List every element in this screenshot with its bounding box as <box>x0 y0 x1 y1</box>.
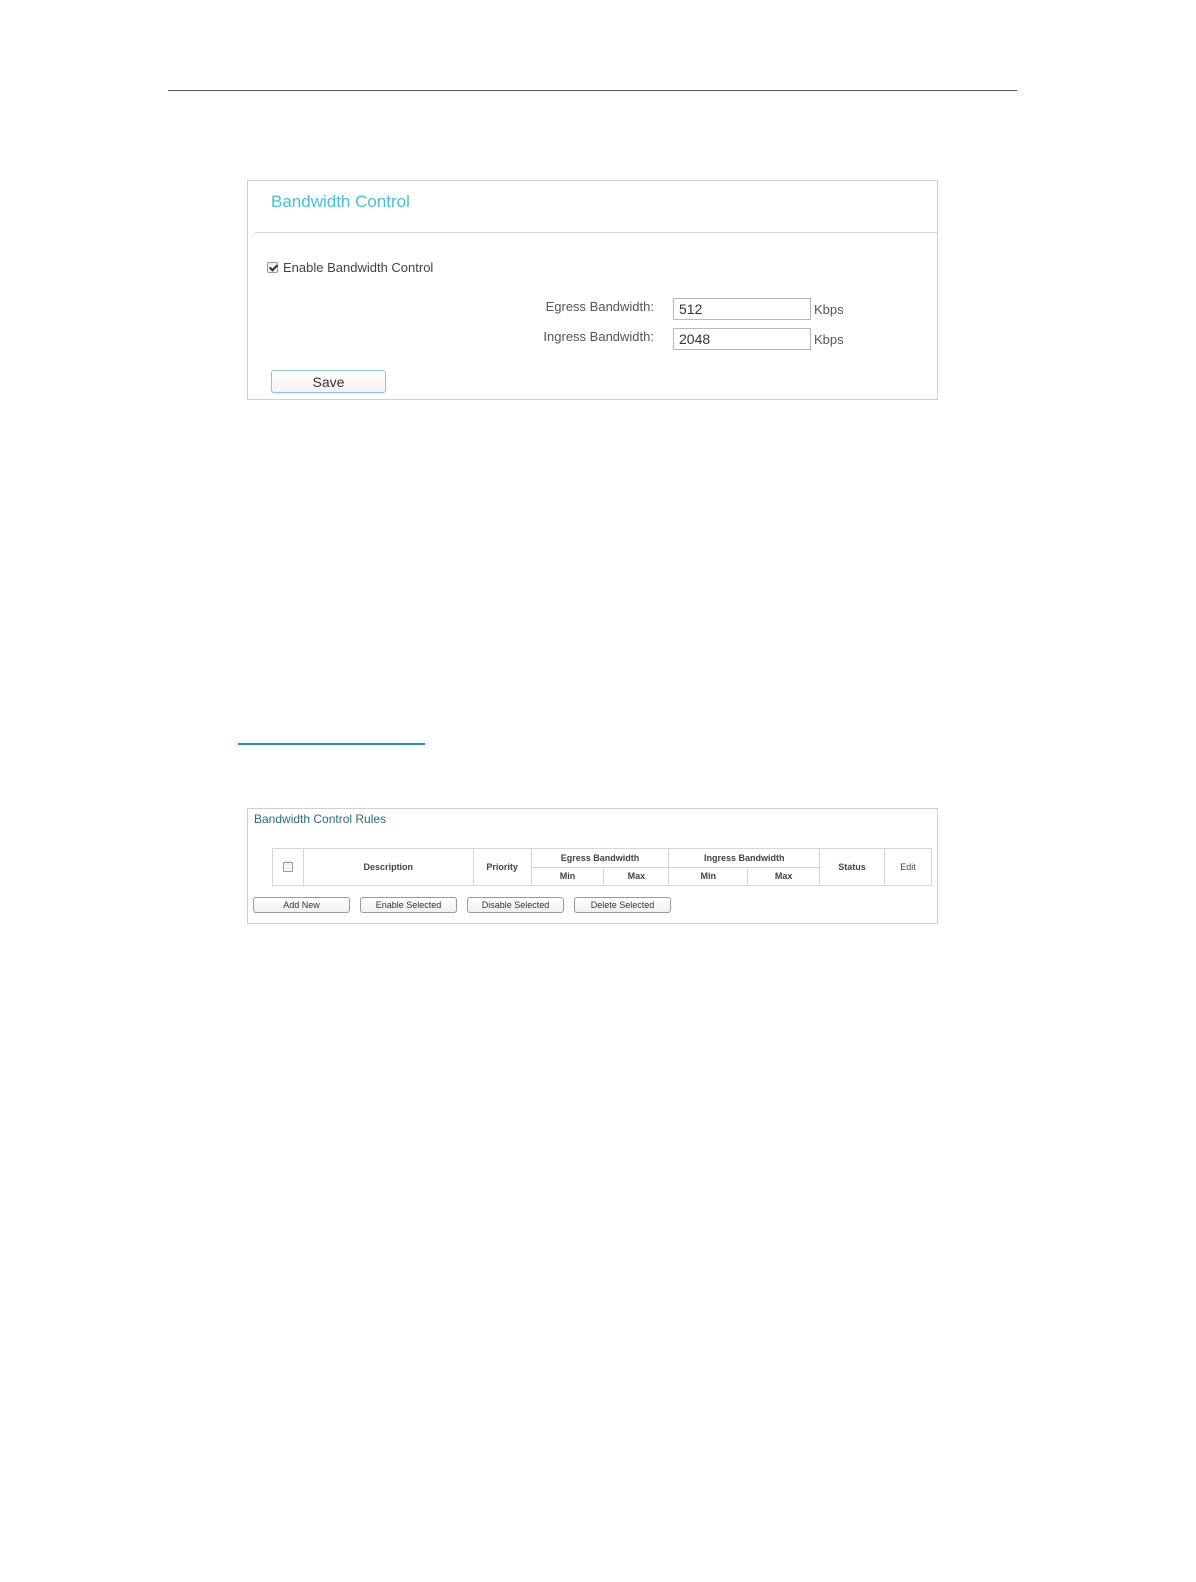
edit-header: Edit <box>885 849 932 886</box>
bandwidth-control-rules-panel <box>247 808 938 924</box>
bandwidth-control-panel <box>247 180 938 400</box>
enable-bandwidth-control-row[interactable] <box>267 260 433 275</box>
description-header: Description <box>303 849 473 886</box>
ingress-bandwidth-input[interactable] <box>673 328 811 350</box>
priority-header: Priority <box>473 849 531 886</box>
egress-max-header: Max <box>604 867 669 886</box>
ingress-max-header: Max <box>748 867 820 886</box>
egress-bandwidth-input[interactable] <box>673 298 811 320</box>
panel-title: Bandwidth Control <box>271 192 410 211</box>
egress-min-header: Min <box>531 867 604 886</box>
panel-divider <box>255 232 937 233</box>
enable-selected-button[interactable]: Enable Selected <box>360 897 457 913</box>
delete-selected-button[interactable]: Delete Selected <box>574 897 671 913</box>
rules-action-buttons <box>253 897 681 913</box>
ingress-bandwidth-label: Ingress Bandwidth: <box>543 329 654 344</box>
status-header: Status <box>820 849 885 886</box>
rules-panel-title: Bandwidth Control Rules <box>254 812 387 826</box>
enable-bandwidth-control-checkbox[interactable] <box>267 262 278 273</box>
egress-unit: Kbps <box>814 302 844 317</box>
select-all-header[interactable] <box>273 849 304 886</box>
enable-bandwidth-control-label: Enable Bandwidth Control <box>283 260 434 275</box>
add-new-button[interactable]: Add New <box>253 897 350 913</box>
ingress-bandwidth-header: Ingress Bandwidth <box>669 849 820 868</box>
ingress-unit: Kbps <box>814 332 844 347</box>
page-header-rule <box>168 90 1017 91</box>
section-heading-underline <box>238 743 425 745</box>
egress-bandwidth-header: Egress Bandwidth <box>531 849 669 868</box>
save-button[interactable]: Save <box>271 370 386 393</box>
rules-table <box>272 848 932 886</box>
disable-selected-button[interactable]: Disable Selected <box>467 897 564 913</box>
select-all-checkbox[interactable] <box>283 862 293 872</box>
ingress-min-header: Min <box>669 867 748 886</box>
egress-bandwidth-label: Egress Bandwidth: <box>545 299 654 314</box>
